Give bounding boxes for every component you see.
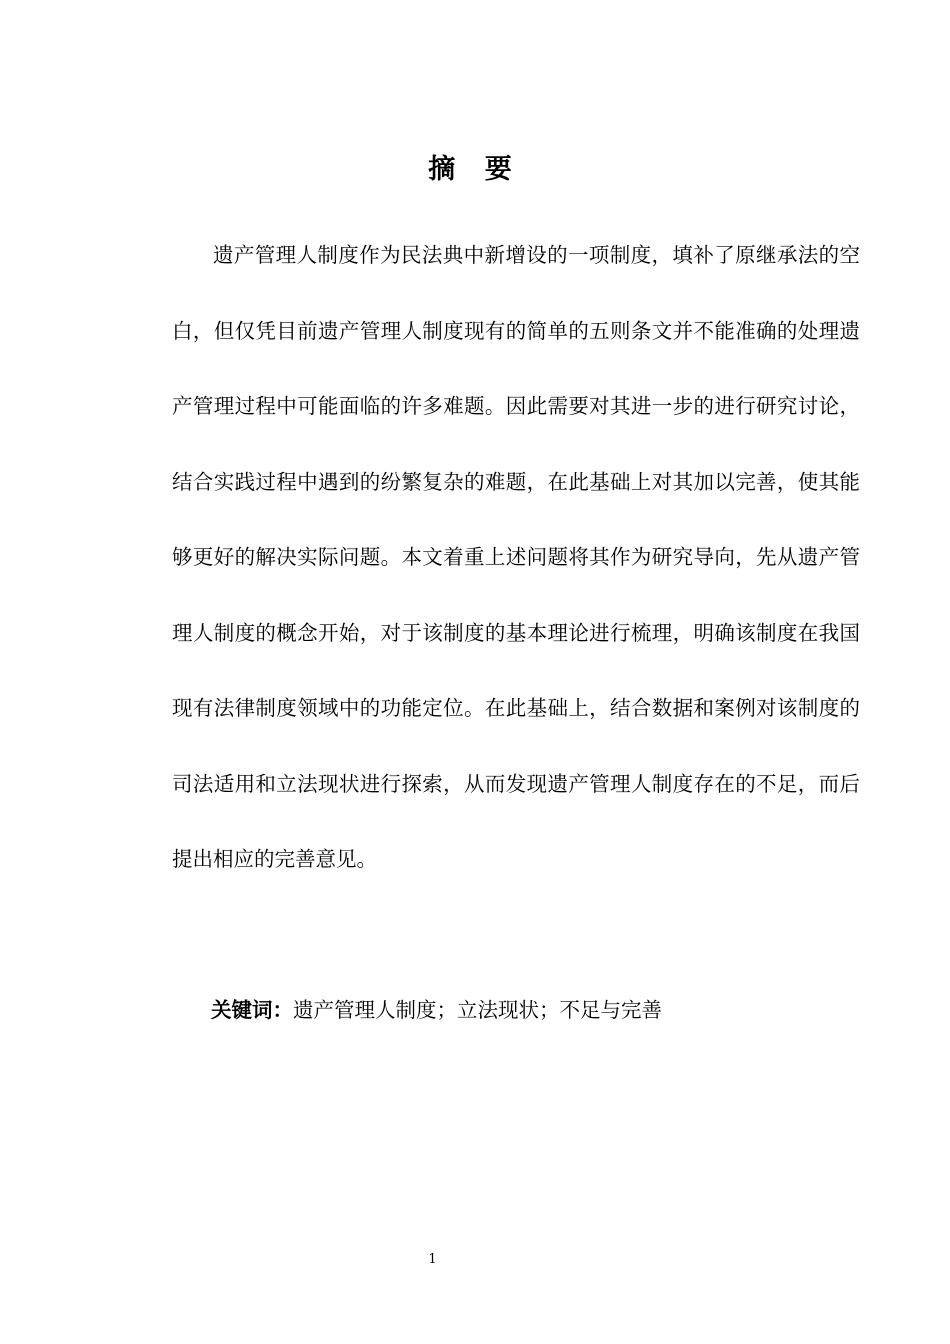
keywords-text: 遗产管理人制度；立法现状；不足与完善	[293, 998, 662, 1022]
page-number: 1	[428, 1252, 437, 1267]
keywords-label: 关键词：	[211, 998, 293, 1022]
page-title: 摘 要	[428, 154, 522, 185]
keywords-line	[211, 992, 861, 1028]
abstract-paragraph: 遗产管理人制度作为民法典中新增设的一项制度，填补了原继承法的空白，但仅凭目前遗产管理人制度现有的简单的五则条文并不能准确的处理遗产管理过程中可能面临的许多难题。因此需要对其进一步的进行研究讨论，结合实践过程中遇到的纷繁复杂的难题，在此基础上对其加以完善，使其能够更好的解决实际问题。本文着重上述问题将其作为研究导向，先从遗产管理人制度的概念开始，对于该制度的基本理论进行梳理，明确该制度在我国现有法律制度领域中的功能定位。在此基础上，结合数据和案例对该制度的司法适用和立法现状进行探索，从而发现遗产管理人制度存在的不足，而后提出相应的完善意见。	[172, 243, 860, 871]
